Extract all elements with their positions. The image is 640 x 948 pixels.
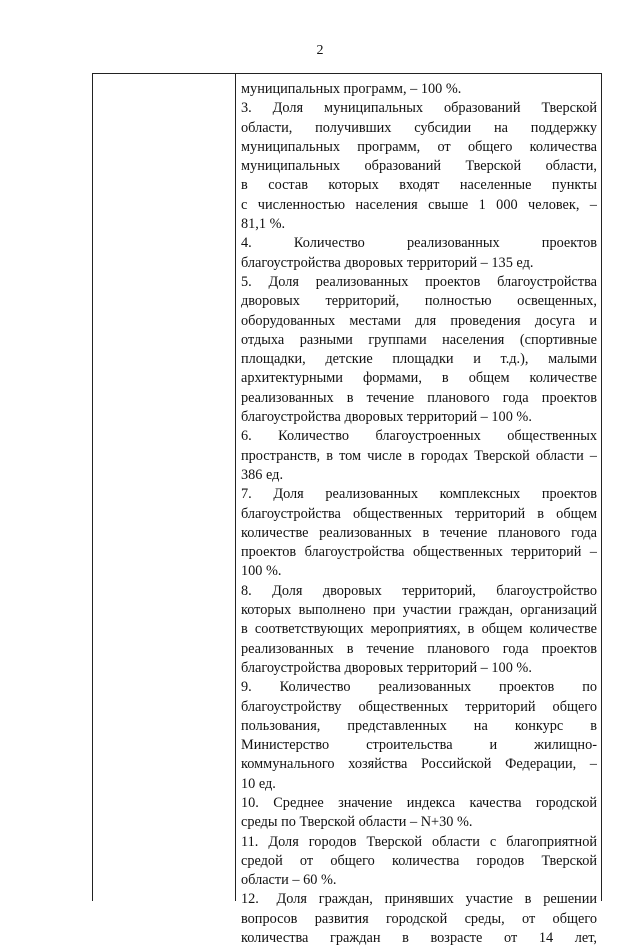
text-line: 10. Среднее значение индекса качества городской: [241, 794, 597, 811]
text-line: 3. Доля муниципальных образований Тверской: [241, 100, 597, 117]
text-line: коммунального хозяйства Российской Федерации, –: [241, 756, 597, 773]
text-line: области, получивших субсидии на поддержку: [241, 119, 597, 136]
text-line: муниципальных программ, от общего количества: [241, 138, 597, 155]
text-line: области – 60 %.: [241, 872, 337, 889]
indicators-table: [92, 73, 602, 947]
text-line: благоустройства дворовых территорий – 135 ед.: [241, 254, 534, 271]
text-line: реализованных в течение планового года проектов: [241, 389, 597, 406]
text-line: проектов благоустройства общественных территорий –: [241, 544, 597, 561]
table-right-column: [241, 80, 597, 948]
text-line: 81,1 %.: [241, 216, 286, 233]
text-line: количестве реализованных в течение планового года: [241, 524, 597, 541]
text-line: 386 ед.: [241, 466, 284, 483]
text-line: 8. Доля дворовых территорий, благоустройство: [241, 582, 597, 599]
text-line: реализованных в течение планового года проектов: [241, 640, 597, 657]
text-line: в состав которых входят населенные пункты: [241, 177, 597, 194]
text-line: благоустройства дворовых территорий – 100 %.: [241, 409, 532, 426]
text-line: 4. Количество реализованных проектов: [241, 235, 597, 252]
table-left-column: [93, 74, 236, 901]
text-line: 5. Доля реализованных проектов благоустройства: [241, 273, 597, 290]
page-number: 2: [316, 43, 324, 58]
text-line: благоустройства общественных территорий в общем: [241, 505, 597, 522]
text-line: муниципальных программ, – 100 %.: [241, 81, 462, 97]
text-line: муниципальных образований Тверской области,: [241, 158, 597, 175]
text-line: среды по Тверской области – N+30 %.: [241, 814, 473, 831]
text-line: 11. Доля городов Тверской области с благоприятной: [241, 833, 597, 850]
text-line: дворовых территорий, полностью освещенных,: [241, 293, 597, 310]
text-line: количества граждан в возрасте от 14 лет,: [241, 930, 597, 947]
text-line: пользования, представленных на конкурс в: [241, 717, 597, 734]
text-line: 12. Доля граждан, принявших участие в решении: [241, 891, 597, 908]
text-line: пространств, в том числе в городах Тверской области –: [241, 447, 597, 464]
text-line: площадки, детские площадки и т.д.), малыми: [241, 351, 597, 368]
text-line: Министерство строительства и жилищно-: [241, 737, 597, 754]
text-line: средой от общего количества городов Тверской: [241, 852, 597, 869]
text-line: с численностью населения свыше 1 000 человек, –: [241, 196, 597, 213]
text-line: 100 %.: [241, 563, 282, 580]
text-line: вопросов развития городской среды, от общего: [241, 910, 597, 927]
text-line: 10 ед.: [241, 775, 276, 792]
text-line: 7. Доля реализованных комплексных проектов: [241, 486, 597, 503]
text-line: оборудованных местами для проведения досуга и: [241, 312, 597, 329]
text-line: которых выполнено при участии граждан, организаций: [241, 602, 597, 619]
text-line: благоустройства дворовых территорий – 100 %.: [241, 659, 532, 676]
text-line: благоустройству общественных территорий общего: [241, 698, 597, 715]
text-line: 6. Количество благоустроенных общественных: [241, 428, 597, 445]
text-line: в соответствующих мероприятиях, в общем количестве: [241, 621, 597, 638]
text-line: архитектурными формами, в общем количестве: [241, 370, 597, 387]
text-line: 9. Количество реализованных проектов по: [241, 679, 597, 696]
text-line: отдыха разными группами населения (спортивные: [241, 331, 597, 348]
